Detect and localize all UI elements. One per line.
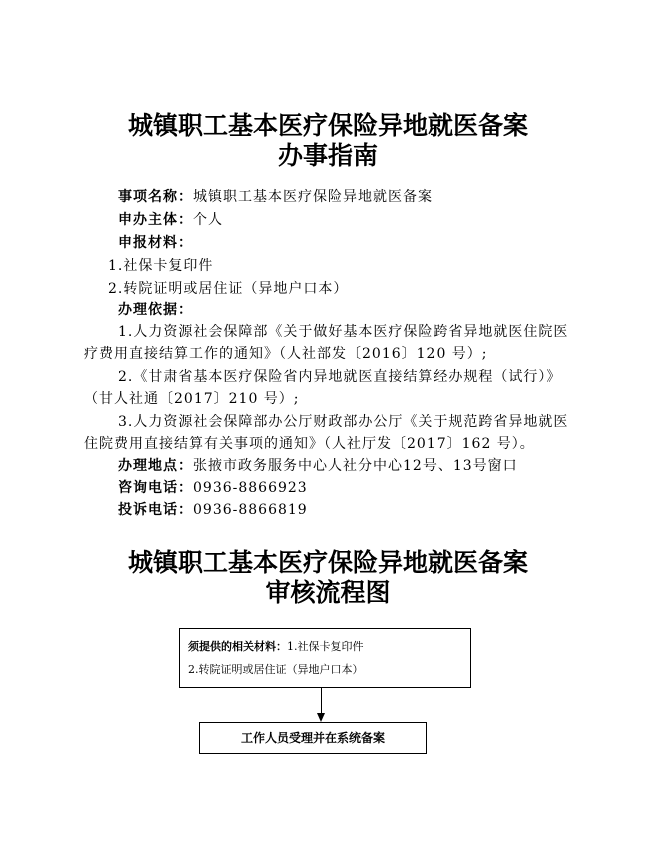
basis-line-1: 1.人力资源社会保障部《关于做好基本医疗保险跨省异地就医住院医 xyxy=(118,324,569,340)
location-row xyxy=(118,455,518,475)
consult-phone-label: 咨询电话： xyxy=(118,480,193,496)
basis-line-4: （甘人社通〔2017〕210 号）; xyxy=(84,391,300,407)
flow-arrow-down-icon xyxy=(317,713,325,722)
flow-step-accept: 工作人员受理并在系统备案 xyxy=(199,722,427,754)
material-item-2: 2.转院证明或居住证（异地户口本） xyxy=(108,281,349,297)
item-name-label: 事项名称： xyxy=(118,189,193,205)
basis-line-3: 2.《甘肃省基本医疗保险省内异地就医直接结算经办规程（试行）》 xyxy=(118,369,562,385)
guide-title-line1: 城镇职工基本医疗保险异地就医备案 xyxy=(127,111,528,140)
item-name-row xyxy=(118,186,433,206)
flow-arrow-line xyxy=(321,688,322,714)
flow-materials-label: 须提供的相关材料： xyxy=(188,640,287,653)
flow-materials-item-1: 1.社保卡复印件 xyxy=(287,640,364,653)
flow-title-line2: 审核流程图 xyxy=(265,578,391,607)
basis-line-6: 住院费用直接结算有关事项的通知》（人社厅发〔2017〕162 号）。 xyxy=(84,436,535,452)
complaint-phone-row xyxy=(118,499,308,519)
flow-step-materials-row1 xyxy=(188,638,470,654)
item-name-value: 城镇职工基本医疗保险异地就医备案 xyxy=(193,189,433,205)
flow-title-line1: 城镇职工基本医疗保险异地就医备案 xyxy=(127,548,528,577)
complaint-phone-label: 投诉电话： xyxy=(118,502,193,518)
location-label: 办理地点： xyxy=(118,458,193,474)
basis-label: 办理依据： xyxy=(118,302,193,318)
flow-step-materials xyxy=(179,628,471,688)
applicant-row xyxy=(118,209,223,229)
applicant-label: 申办主体： xyxy=(118,212,193,228)
basis-line-5: 3.人力资源社会保障部办公厅财政部办公厅《关于规范跨省异地就医 xyxy=(118,414,569,430)
flow-materials-item-2: 2.转院证明或居住证（异地户口本） xyxy=(188,663,364,676)
guide-title-line2: 办事指南 xyxy=(277,141,378,170)
location-value: 张掖市政务服务中心人社分中心12号、13号窗口 xyxy=(193,458,518,474)
material-item-1: 1.社保卡复印件 xyxy=(108,258,214,274)
consult-phone-row xyxy=(118,477,308,497)
basis-line-2: 疗费用直接结算工作的通知》（人社部发〔2016〕120 号）; xyxy=(84,346,488,362)
materials-label: 申报材料： xyxy=(118,235,193,251)
consult-phone-value: 0936-8866923 xyxy=(193,480,308,496)
complaint-phone-value: 0936-8866819 xyxy=(193,502,308,518)
applicant-value: 个人 xyxy=(193,212,223,228)
